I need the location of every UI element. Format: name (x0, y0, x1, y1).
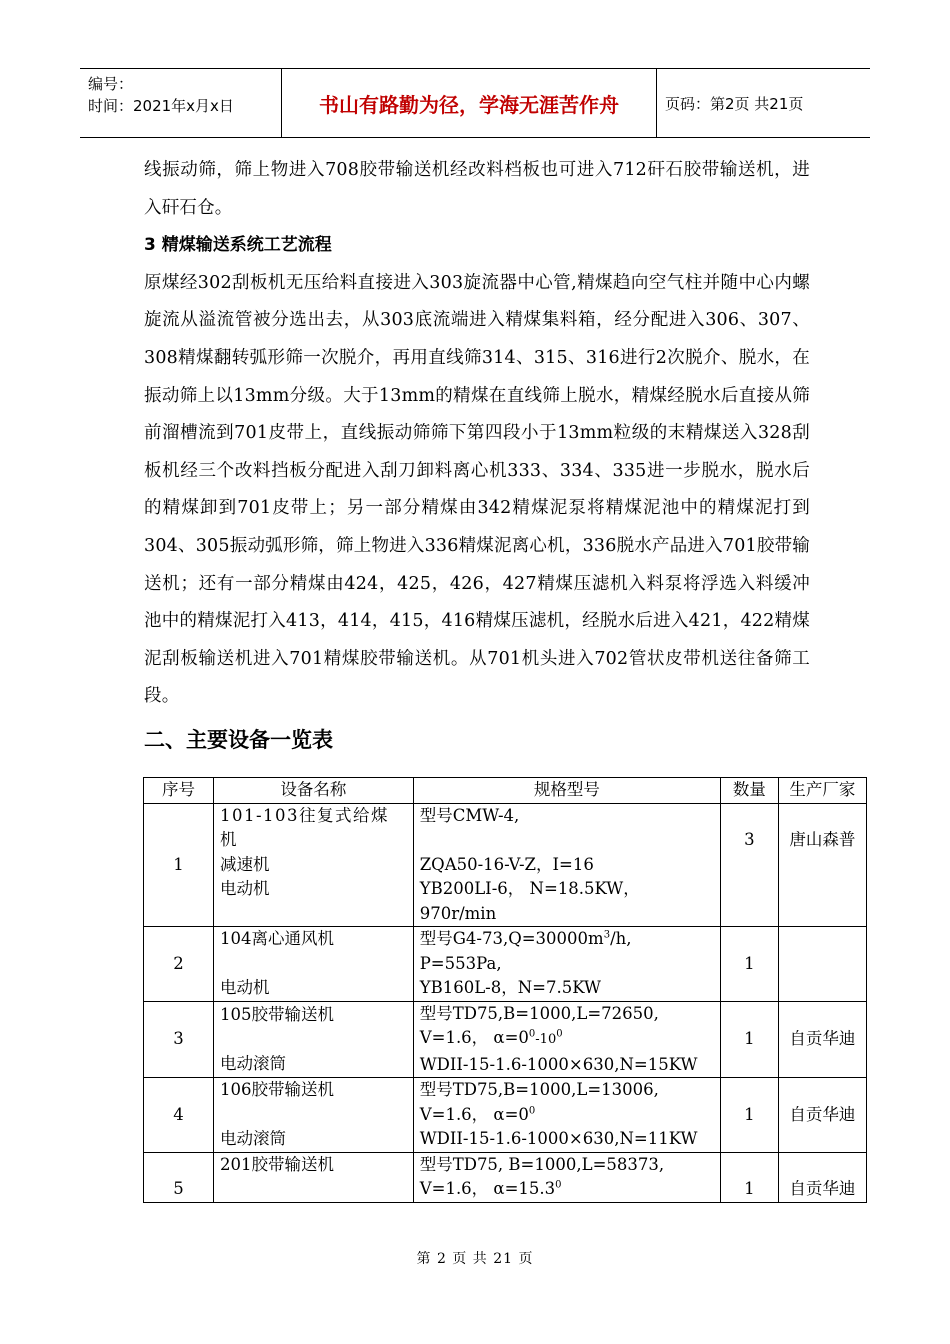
cell-name (213, 1078, 413, 1153)
spec-line: YB160L-8，N=7.5KW (419, 978, 601, 997)
cell-spec (413, 927, 720, 1002)
header-page-number: 页码：第2页 共21页 (665, 94, 804, 113)
cell-qty: 3 (720, 803, 778, 927)
spec-text: /h, (610, 929, 632, 948)
superscript: 0 (555, 1179, 562, 1191)
header-motto: 书山有路勤为径，学海无涯苦作舟 (282, 69, 657, 137)
table-row (144, 1001, 867, 1078)
name-line: 106胶带输送机 (219, 1080, 334, 1099)
cell-spec (413, 1078, 720, 1153)
subheading-fine-coal-transport: 3 精煤输送系统工艺流程 (144, 235, 332, 256)
page-header (80, 68, 870, 138)
name-line: 104离心通风机 (219, 929, 334, 948)
section-title: 二、主要设备一览表 (144, 728, 333, 752)
table-row (144, 1152, 867, 1202)
col-header-qty: 数量 (720, 778, 778, 804)
superscript: 3 (603, 929, 611, 941)
cell-maker: 自贡华迪 (778, 1078, 866, 1153)
col-header-maker: 生产厂家 (778, 778, 866, 804)
spec-line (420, 1026, 714, 1053)
col-header-spec: 规格型号 (413, 778, 720, 804)
cell-no: 1 (144, 803, 214, 927)
spec-line: 型号TD75,B=1000,L=72650, (419, 1003, 659, 1023)
spec-line (420, 927, 714, 952)
superscript: 0 (556, 1028, 563, 1040)
table-row (144, 803, 867, 927)
header-date: 时间：2021年x月x日 (88, 97, 234, 115)
spec-line (420, 1103, 714, 1128)
cell-spec (413, 803, 720, 927)
name-line: 电动滚筒 (219, 1129, 286, 1148)
table-row (144, 1078, 867, 1153)
name-line: 105胶带输送机 (219, 1004, 334, 1024)
cell-qty: 1 (720, 1152, 778, 1202)
name-line (220, 1177, 407, 1202)
cell-no: 2 (144, 927, 214, 1002)
cell-name (213, 1001, 413, 1078)
header-meta (80, 69, 282, 137)
table-row (144, 927, 867, 1002)
spec-line: WDII-15-1.6-1000×630,N=15KW (419, 1054, 698, 1074)
cell-qty: 1 (720, 1001, 778, 1078)
superscript: 0 (528, 1028, 536, 1040)
name-line: 201胶带输送机 (219, 1154, 334, 1174)
name-line: 减速机 (219, 854, 270, 874)
header-number: 编号： (88, 75, 134, 93)
cell-qty: 1 (720, 1078, 778, 1153)
col-header-name: 设备名称 (213, 778, 413, 804)
spec-line: 型号TD75,B=1000,L=13006, (419, 1080, 659, 1099)
spec-line: P=553Pa, (419, 953, 502, 973)
cell-qty: 1 (720, 927, 778, 1002)
spec-line: YB200LI-6， N=18.5KW， 970r/min (419, 879, 640, 923)
name-line: 101-103往复式给煤机 (219, 805, 390, 849)
spec-text: -10 (535, 1032, 557, 1047)
cell-maker: 自贡华迪 (778, 1001, 866, 1078)
spec-line: 型号CMW-4, (419, 805, 520, 825)
spec-line: 型号TD75, B=1000,L=58373, (419, 1154, 665, 1174)
cell-maker (778, 927, 866, 1002)
paragraph-continued: 线振动筛，筛上物进入708胶带输送机经改料档板也可进入712矸石胶带输送机，进入矸石仓。 (144, 160, 810, 218)
cell-maker: 唐山森普 (778, 803, 866, 927)
cell-no: 5 (144, 1152, 214, 1202)
cell-name (213, 1152, 413, 1202)
cell-name (213, 803, 413, 927)
name-line (220, 952, 407, 977)
cell-no: 4 (144, 1078, 214, 1153)
name-line: 电动滚筒 (219, 1053, 286, 1073)
spec-line (420, 1177, 714, 1202)
name-line (220, 1027, 407, 1052)
cell-spec (413, 1001, 720, 1078)
spec-text: V=1.6， α=0 (419, 1028, 529, 1047)
spec-line: WDII-15-1.6-1000×630,N=11KW (419, 1129, 698, 1148)
superscript: 0 (528, 1105, 536, 1116)
cell-name (213, 927, 413, 1002)
cell-spec (413, 1152, 720, 1202)
equipment-table (143, 777, 867, 1203)
page-footer: 第 2 页 共 21 页 (416, 1251, 534, 1267)
spec-text: V=1.6， α=15.3 (419, 1179, 556, 1198)
spec-line: ZQA50-16-V-Z，I=16 (419, 854, 594, 874)
name-line (220, 1103, 407, 1128)
spec-text: 型号G4-73,Q=30000m (419, 929, 604, 948)
cell-no: 3 (144, 1001, 214, 1078)
cell-maker: 自贡华迪 (778, 1152, 866, 1202)
col-header-no: 序号 (144, 778, 214, 804)
spec-line (420, 828, 714, 853)
spec-text: V=1.6， α=0 (419, 1104, 529, 1124)
document-body (144, 152, 810, 716)
table-header-row (144, 778, 867, 804)
name-line: 电动机 (219, 978, 270, 997)
paragraph-process-flow: 原煤经302刮板机无压给料直接进入303旋流器中心管,精煤趋向空气柱并随中心内螺旋流从溢流管被分选出去，从303底流端进入精煤集料箱，经分配进入306、307、308精煤翻转弧形筛一次脱介，再用直线筛314、315、316进行2次脱介、脱水，在振动筛上以13mm分级。大于13mm的精煤在直线筛上脱水，精煤经脱水后直接从筛前溜槽流到701皮带上，直线振动筛筛下第四段小于13mm粒级的末精煤送入328刮板机经三个改料挡板分配进入刮刀卸料离心机333、334、335进一步脱水，脱水后的精煤卸到701皮带上；另一部分精煤由342精煤泥泵将精煤泥池中的精煤泥打到304、305振动弧形筛，筛上物进入336精煤泥离心机，336脱水产品进入701胶带输送机；还有一部分精煤由424，425，426，427精煤压滤机入料泵将浮选入料缓冲池中的精煤泥打入413，414，415，416精煤压滤机，经脱水后进入421，422精煤泥刮板输送机进入701精煤胶带输送机。从701机头进入702管状皮带机送往备筛工段。 (144, 272, 810, 707)
name-line: 电动机 (219, 879, 270, 898)
